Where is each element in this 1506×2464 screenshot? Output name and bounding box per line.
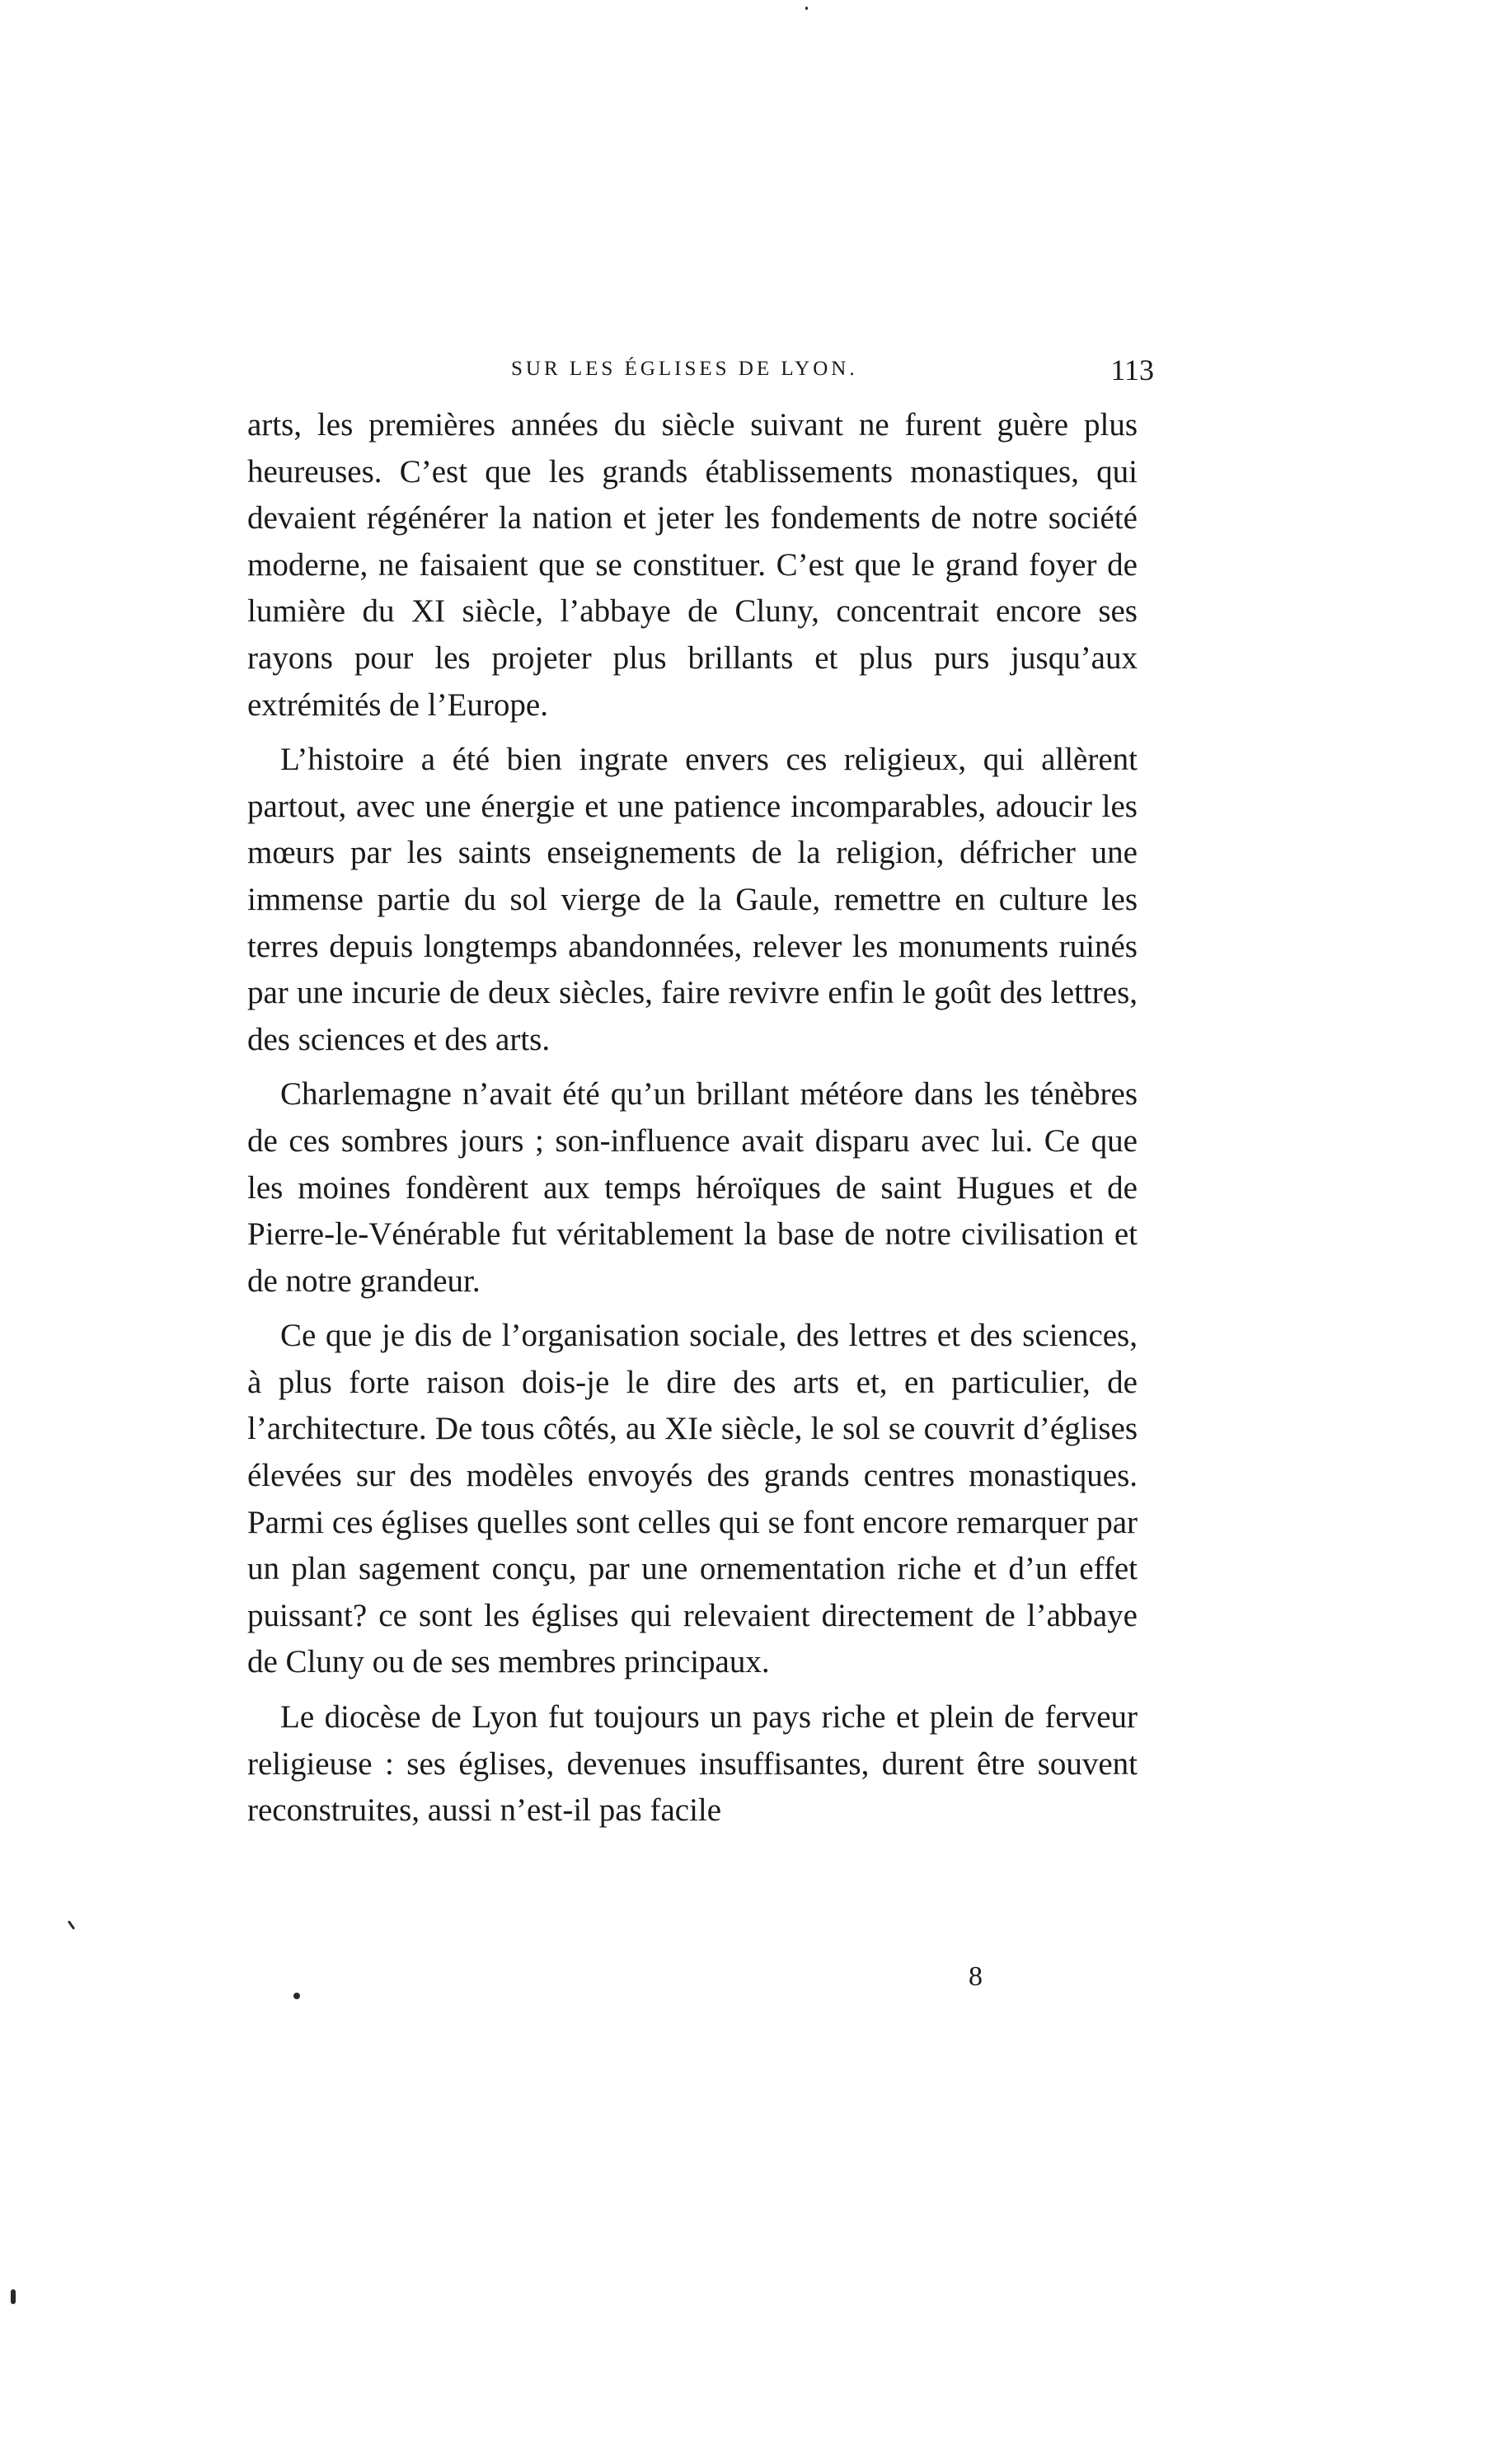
page-number: 113 — [1110, 354, 1154, 386]
body-text — [247, 402, 1138, 1843]
print-speck — [805, 7, 808, 10]
running-title: SUR LES ÉGLISES DE LYON. — [511, 358, 858, 380]
paragraph-histoire: L’histoire a été bien ingrate envers ces religieux, qui allèrent partout, avec une énergie et une patience incomparables, adoucir les mœurs par les saints enseignements de la religion, défricher une immense partie du sol vierge de la Gaule, remettre en culture les terres depuis longtemps abandonnées, relever les monuments ruinés par une incurie de deux siècles, faire revivre enfin le goût des lettres, des sciences et des arts. — [247, 742, 1138, 1057]
paragraph-architecture: Ce que je dis de l’organisation sociale, des lettres et des sciences, à plus forte raison dois-je le dire des arts et, en particulier, de l’architecture. De tous côtés, au XIe siècle, le sol se couvrit d’églises élevées sur des modèles envoyés des grands centres monastiques. Parmi ces églises quelles sont celles qui se font encore remarquer par un plan sagement conçu, par une ornementation riche et d’un effet puissant? ce sont les églises qui relevaient directement de l’abbaye de Cluny ou de ses membres principaux. — [247, 1318, 1138, 1680]
running-head — [247, 353, 1154, 389]
paragraph-continuation: arts, les premières années du siècle suivant ne furent guère plus heureuses. C’est que les grands établissements monastiques, qui devaient régénérer la nation et jeter les fondements de notre société moderne, ne faisaient que se constituer. C’est que le grand foyer de lumière du XI siècle, l’abbaye de Cluny, concentrait encore ses rayons pour les projeter plus brillants et plus purs jusqu’aux extrémités de l’Europe. — [247, 407, 1138, 723]
print-speck — [293, 1993, 300, 1999]
signature-mark: 8 — [969, 1961, 983, 1992]
print-speck — [68, 1920, 75, 1930]
paragraph-diocese: Le diocèse de Lyon fut toujours un pays riche et plein de ferveur religieuse : ses églises, devenues insuffisantes, durent être souvent reconstruites, aussi n’est-il pas facile — [247, 1699, 1138, 1829]
print-speck — [11, 2289, 16, 2304]
paragraph-charlemagne: Charlemagne n’avait été qu’un brillant météore dans les ténèbres de ces sombres jours ; son-influence avait disparu avec lui. Ce que les moines fondèrent aux temps héroïques de saint Hugues et de Pierre-le-Vénérable fut véritablement la base de notre civilisation et de notre grandeur. — [247, 1076, 1138, 1299]
